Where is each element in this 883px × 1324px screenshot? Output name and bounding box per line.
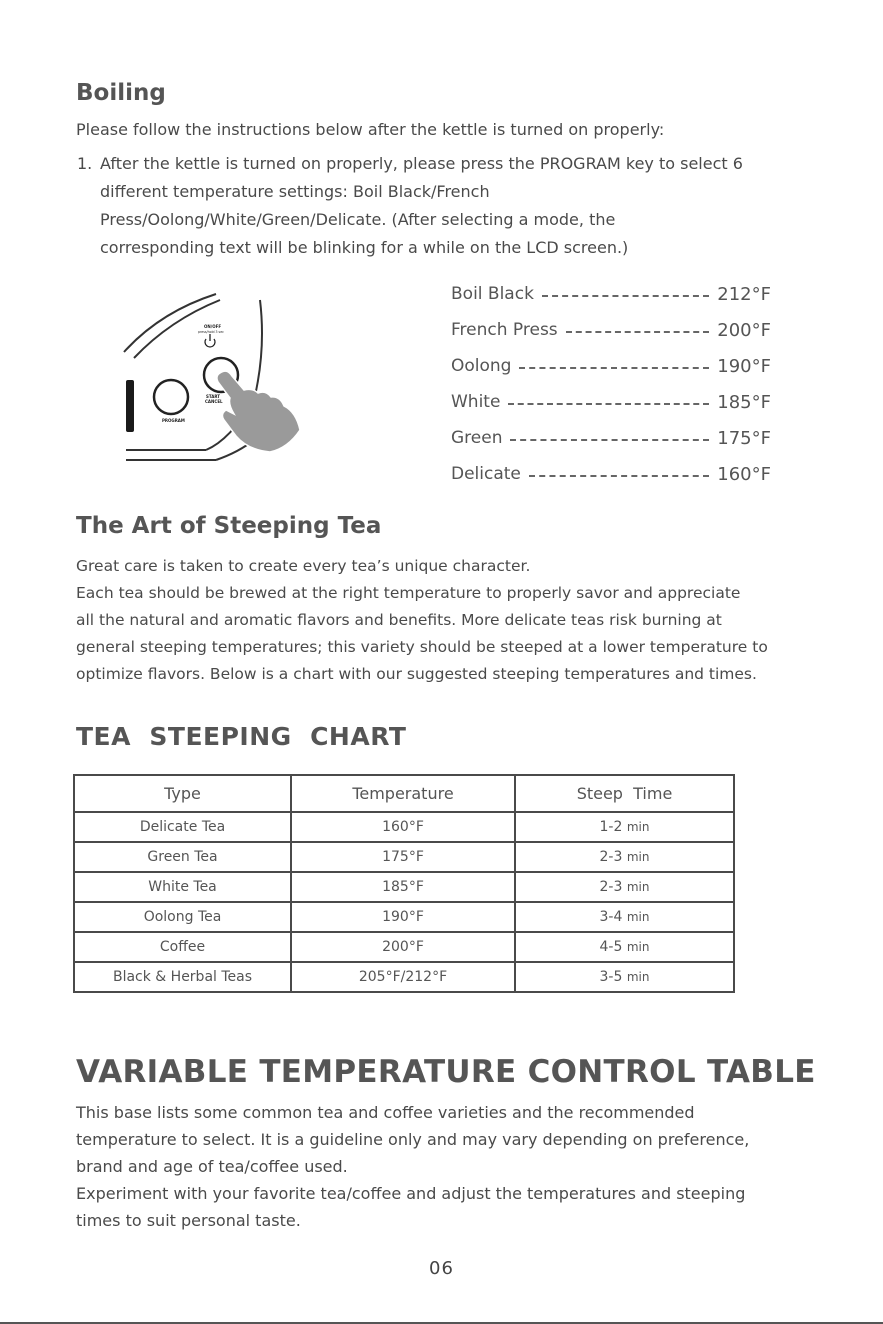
steeping-paragraph [76,553,768,688]
mode-row-boil-black [451,276,771,312]
panel-start-label: START [206,394,221,399]
tea-steeping-table [73,774,735,993]
time-value: 3-5 [599,969,623,985]
chart-heading: TEA STEEPING CHART [76,722,407,751]
cell-type: Oolong Tea [74,902,291,932]
dash-leader [519,367,709,369]
power-icon [205,334,215,347]
time-unit: min [626,850,650,864]
step-line: corresponding text will be blinking for a while on the LCD screen.) [100,238,629,257]
cell-temp: 160°F [291,812,515,842]
page-number: 06 [429,1258,454,1279]
table-row [74,932,734,962]
steeping-heading: The Art of Steeping Tea [76,513,382,539]
dash-leader [529,475,709,477]
step-number: 1. [77,154,93,173]
panel-cancel-label: CANCEL [205,399,223,404]
mode-temp: 185°F [717,391,771,413]
steeping-line: optimize flavors. Below is a chart with our suggested steeping temperatures and times. [76,665,757,683]
cell-time [515,842,734,872]
mode-temperature-list [451,276,771,492]
cell-type: White Tea [74,872,291,902]
vtc-line: times to suit personal taste. [76,1211,301,1230]
panel-side-bar [126,380,134,432]
dash-leader [542,295,709,297]
cell-time [515,962,734,992]
time-unit: min [626,910,650,924]
program-button-drawing [154,380,188,414]
step-line: After the kettle is turned on properly, please press the PROGRAM key to select 6 [100,154,743,173]
vtc-line: This base lists some common tea and coffee varieties and the recommended [76,1103,695,1122]
vtc-paragraph [76,1099,749,1234]
step-line: Press/Oolong/White/Green/Delicate. (After selecting a mode, the [100,210,616,229]
mode-name: Oolong [451,356,512,376]
steeping-line: general steeping temperatures; this variety should be steeped at a lower temperature to [76,638,768,656]
vtc-line: brand and age of tea/coffee used. [76,1157,348,1176]
time-value: 2-3 [599,849,623,865]
cell-time [515,872,734,902]
cell-type: Coffee [74,932,291,962]
dash-leader [566,331,710,333]
panel-program-label: PROGRAM [162,418,185,423]
mode-row-green [451,420,771,456]
mode-temp: 175°F [717,427,771,449]
table-row [74,902,734,932]
header-steep-time: Steep Time [515,775,734,812]
cell-type: Black & Herbal Teas [74,962,291,992]
mode-name: White [451,392,501,412]
cell-temp: 200°F [291,932,515,962]
vtc-line: Experiment with your favorite tea/coffee and adjust the temperatures and steeping [76,1184,746,1203]
mode-temp: 200°F [717,319,771,341]
table-row [74,842,734,872]
cell-temp: 190°F [291,902,515,932]
mode-row-french-press [451,312,771,348]
step-line: different temperature settings: Boil Black/French [100,182,490,201]
time-value: 1-2 [599,819,623,835]
cell-time [515,902,734,932]
time-value: 3-4 [599,909,623,925]
steeping-line: Great care is taken to create every tea’s unique character. [76,557,531,575]
time-unit: min [626,880,650,894]
boiling-intro: Please follow the instructions below after the kettle is turned on properly: [76,120,665,139]
control-panel-illustration [120,290,320,470]
vtc-line: temperature to select. It is a guideline only and may vary depending on preference, [76,1130,750,1149]
table-row [74,812,734,842]
cell-temp: 185°F [291,872,515,902]
step-text [100,150,743,262]
mode-temp: 160°F [717,463,771,485]
mode-name: Green [451,428,503,448]
steeping-line: all the natural and aromatic flavors and benefits. More delicate teas risk burning at [76,611,722,629]
cell-time [515,812,734,842]
mode-name: French Press [451,320,558,340]
dash-leader [508,403,709,405]
mode-row-delicate [451,456,771,492]
boiling-heading: Boiling [76,80,166,106]
steeping-line: Each tea should be brewed at the right temperature to properly savor and appreciate [76,584,741,602]
cell-type: Green Tea [74,842,291,872]
mode-row-oolong [451,348,771,384]
cell-temp: 175°F [291,842,515,872]
time-value: 2-3 [599,879,623,895]
table-header-row [74,775,734,812]
mode-row-white [451,384,771,420]
dash-leader [510,439,709,441]
table-row [74,962,734,992]
panel-onoff-label: ON/OFF [204,324,222,329]
vtc-heading: VARIABLE TEMPERATURE CONTROL TABLE [76,1054,816,1090]
table-row [74,872,734,902]
mode-temp: 212°F [717,283,771,305]
mode-name: Boil Black [451,284,534,304]
time-value: 4-5 [599,939,623,955]
panel-onoff-sub: press/hold 3 sec [198,330,224,334]
header-type: Type [74,775,291,812]
time-unit: min [626,820,650,834]
time-unit: min [626,940,650,954]
header-temperature: Temperature [291,775,515,812]
mode-name: Delicate [451,464,521,484]
mode-temp: 190°F [717,355,771,377]
cell-type: Delicate Tea [74,812,291,842]
cell-time [515,932,734,962]
time-unit: min [626,970,650,984]
cell-temp: 205°F/212°F [291,962,515,992]
